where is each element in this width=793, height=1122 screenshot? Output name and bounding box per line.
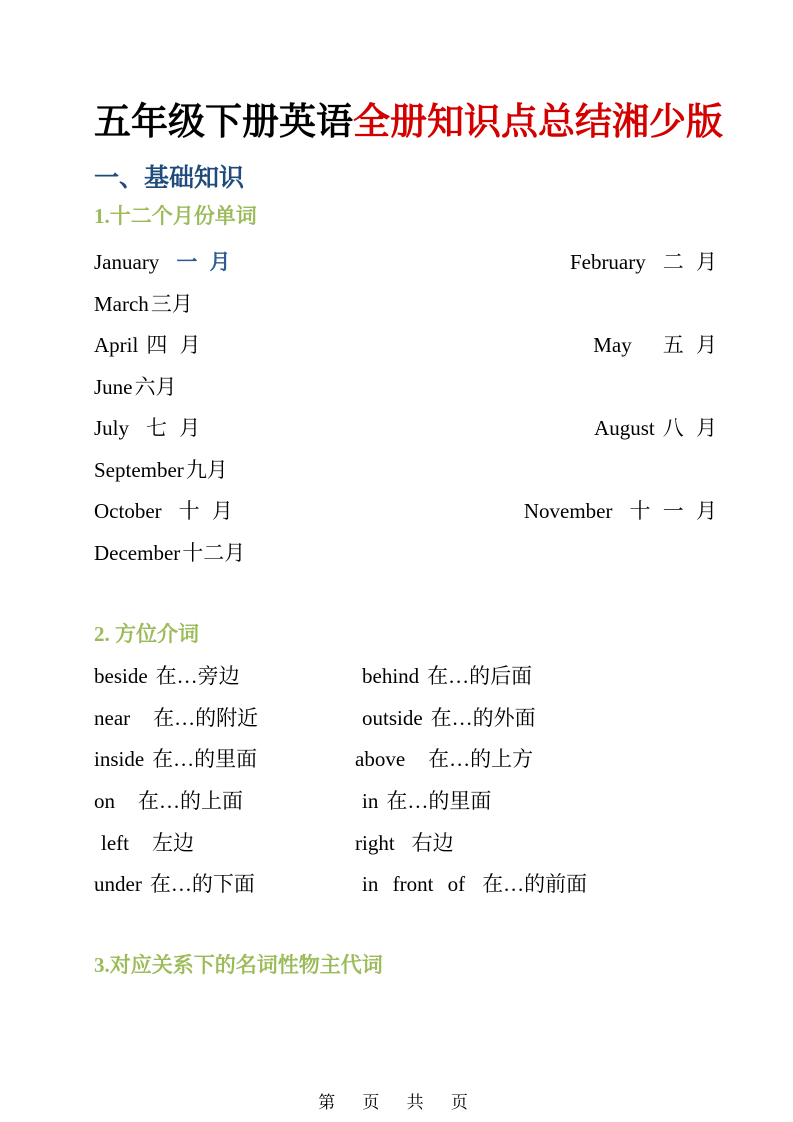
month-pair	[524, 491, 717, 533]
preposition-row	[94, 781, 717, 823]
preposition-pair	[355, 698, 536, 740]
month-pair	[94, 491, 233, 533]
month-pair	[94, 284, 193, 326]
preposition-en: above	[355, 747, 406, 772]
month-pair	[570, 242, 717, 284]
preposition-zh: 在…的上面	[138, 789, 243, 814]
month-pair	[593, 325, 717, 367]
month-pair	[94, 242, 231, 284]
preposition-en: in	[362, 789, 379, 814]
preposition-zh: 在…的里面	[386, 789, 492, 814]
preposition-pair	[355, 656, 532, 698]
month-en: January	[94, 250, 160, 274]
preposition-zh: 左边	[151, 830, 194, 855]
subsection-heading-pronouns: 3.对应关系下的名词性物主代词	[94, 953, 383, 977]
month-zh: 七 月	[146, 416, 201, 440]
month-zh: 九月	[185, 457, 228, 482]
preposition-en: inside	[94, 747, 145, 772]
preposition-en: behind	[362, 664, 420, 688]
preposition-zh: 右边	[411, 830, 454, 855]
preposition-zh: 在…的里面	[152, 747, 258, 772]
month-row	[94, 491, 717, 533]
page-title	[94, 98, 723, 148]
month-zh: 十二月	[182, 540, 246, 565]
month-en: June	[94, 374, 133, 399]
preposition-en: right	[355, 830, 395, 855]
page-footer: 第 页 共 页	[318, 1093, 475, 1112]
preposition-row	[94, 864, 717, 906]
month-en: February	[569, 250, 646, 274]
preposition-pair	[94, 864, 355, 906]
preposition-en: outside	[362, 705, 423, 730]
month-pair	[94, 533, 245, 575]
preposition-pair	[94, 656, 355, 698]
preposition-pair	[355, 864, 587, 906]
month-zh: 八 月	[662, 416, 717, 440]
preposition-en: on	[94, 789, 115, 814]
preposition-zh: 在…的附近	[153, 705, 259, 730]
preposition-row	[94, 656, 717, 698]
preposition-pair	[94, 739, 355, 781]
month-en: October	[94, 499, 162, 523]
preposition-pair	[94, 781, 355, 823]
section-heading-basics: 一、基础知识	[94, 165, 245, 192]
preposition-en: beside	[94, 664, 148, 688]
month-row	[94, 367, 717, 409]
month-list	[94, 242, 717, 574]
month-pair	[94, 367, 177, 409]
month-row	[94, 408, 717, 450]
month-zh: 十 月	[178, 499, 233, 523]
month-row	[94, 242, 717, 284]
month-pair	[94, 408, 200, 450]
preposition-pair	[94, 823, 355, 865]
month-pair	[594, 408, 717, 450]
month-en: March	[94, 291, 149, 316]
subsection-heading-prepositions: 2. 方位介词	[94, 622, 199, 646]
preposition-row	[94, 823, 717, 865]
preposition-en: in front of	[362, 872, 466, 897]
preposition-zh: 在…的下面	[149, 872, 255, 897]
month-zh: 一 月	[176, 250, 231, 274]
month-zh: 六月	[134, 374, 177, 399]
month-zh: 三月	[150, 291, 193, 316]
preposition-pair	[355, 781, 491, 823]
month-row	[94, 533, 717, 575]
month-en: November	[523, 499, 613, 523]
preposition-pair	[94, 698, 355, 740]
preposition-list	[94, 656, 717, 906]
subsection-heading-months: 1.十二个月份单词	[94, 204, 257, 228]
month-en: December	[94, 540, 181, 565]
page-title-red: 全册知识点总结湘少版	[353, 102, 723, 143]
preposition-pair	[355, 823, 454, 865]
month-en: May	[593, 333, 632, 357]
preposition-zh: 在…的后面	[427, 664, 533, 688]
preposition-en: under	[94, 872, 142, 897]
month-zh: 十 一 月	[629, 499, 717, 523]
preposition-zh: 在…的外面	[430, 705, 536, 730]
preposition-zh: 在…的上方	[428, 747, 534, 772]
month-zh: 二 月	[662, 250, 717, 274]
page-title-black: 五年级下册英语	[94, 102, 353, 143]
preposition-en: left	[101, 830, 129, 855]
preposition-zh: 在…旁边	[155, 664, 240, 688]
month-en: July	[94, 416, 130, 440]
month-pair	[94, 325, 201, 367]
preposition-zh: 在…的前面	[482, 872, 588, 897]
month-en: September	[94, 457, 184, 482]
preposition-en: near	[94, 705, 131, 730]
preposition-pair	[355, 739, 533, 781]
month-en: April	[94, 333, 139, 357]
month-zh: 五 月	[662, 333, 717, 357]
preposition-row	[94, 739, 717, 781]
month-row	[94, 450, 717, 492]
month-row	[94, 325, 717, 367]
month-pair	[94, 450, 228, 492]
month-en: August	[594, 416, 655, 440]
preposition-row	[94, 698, 717, 740]
month-zh: 四 月	[146, 333, 201, 357]
month-row	[94, 284, 717, 326]
